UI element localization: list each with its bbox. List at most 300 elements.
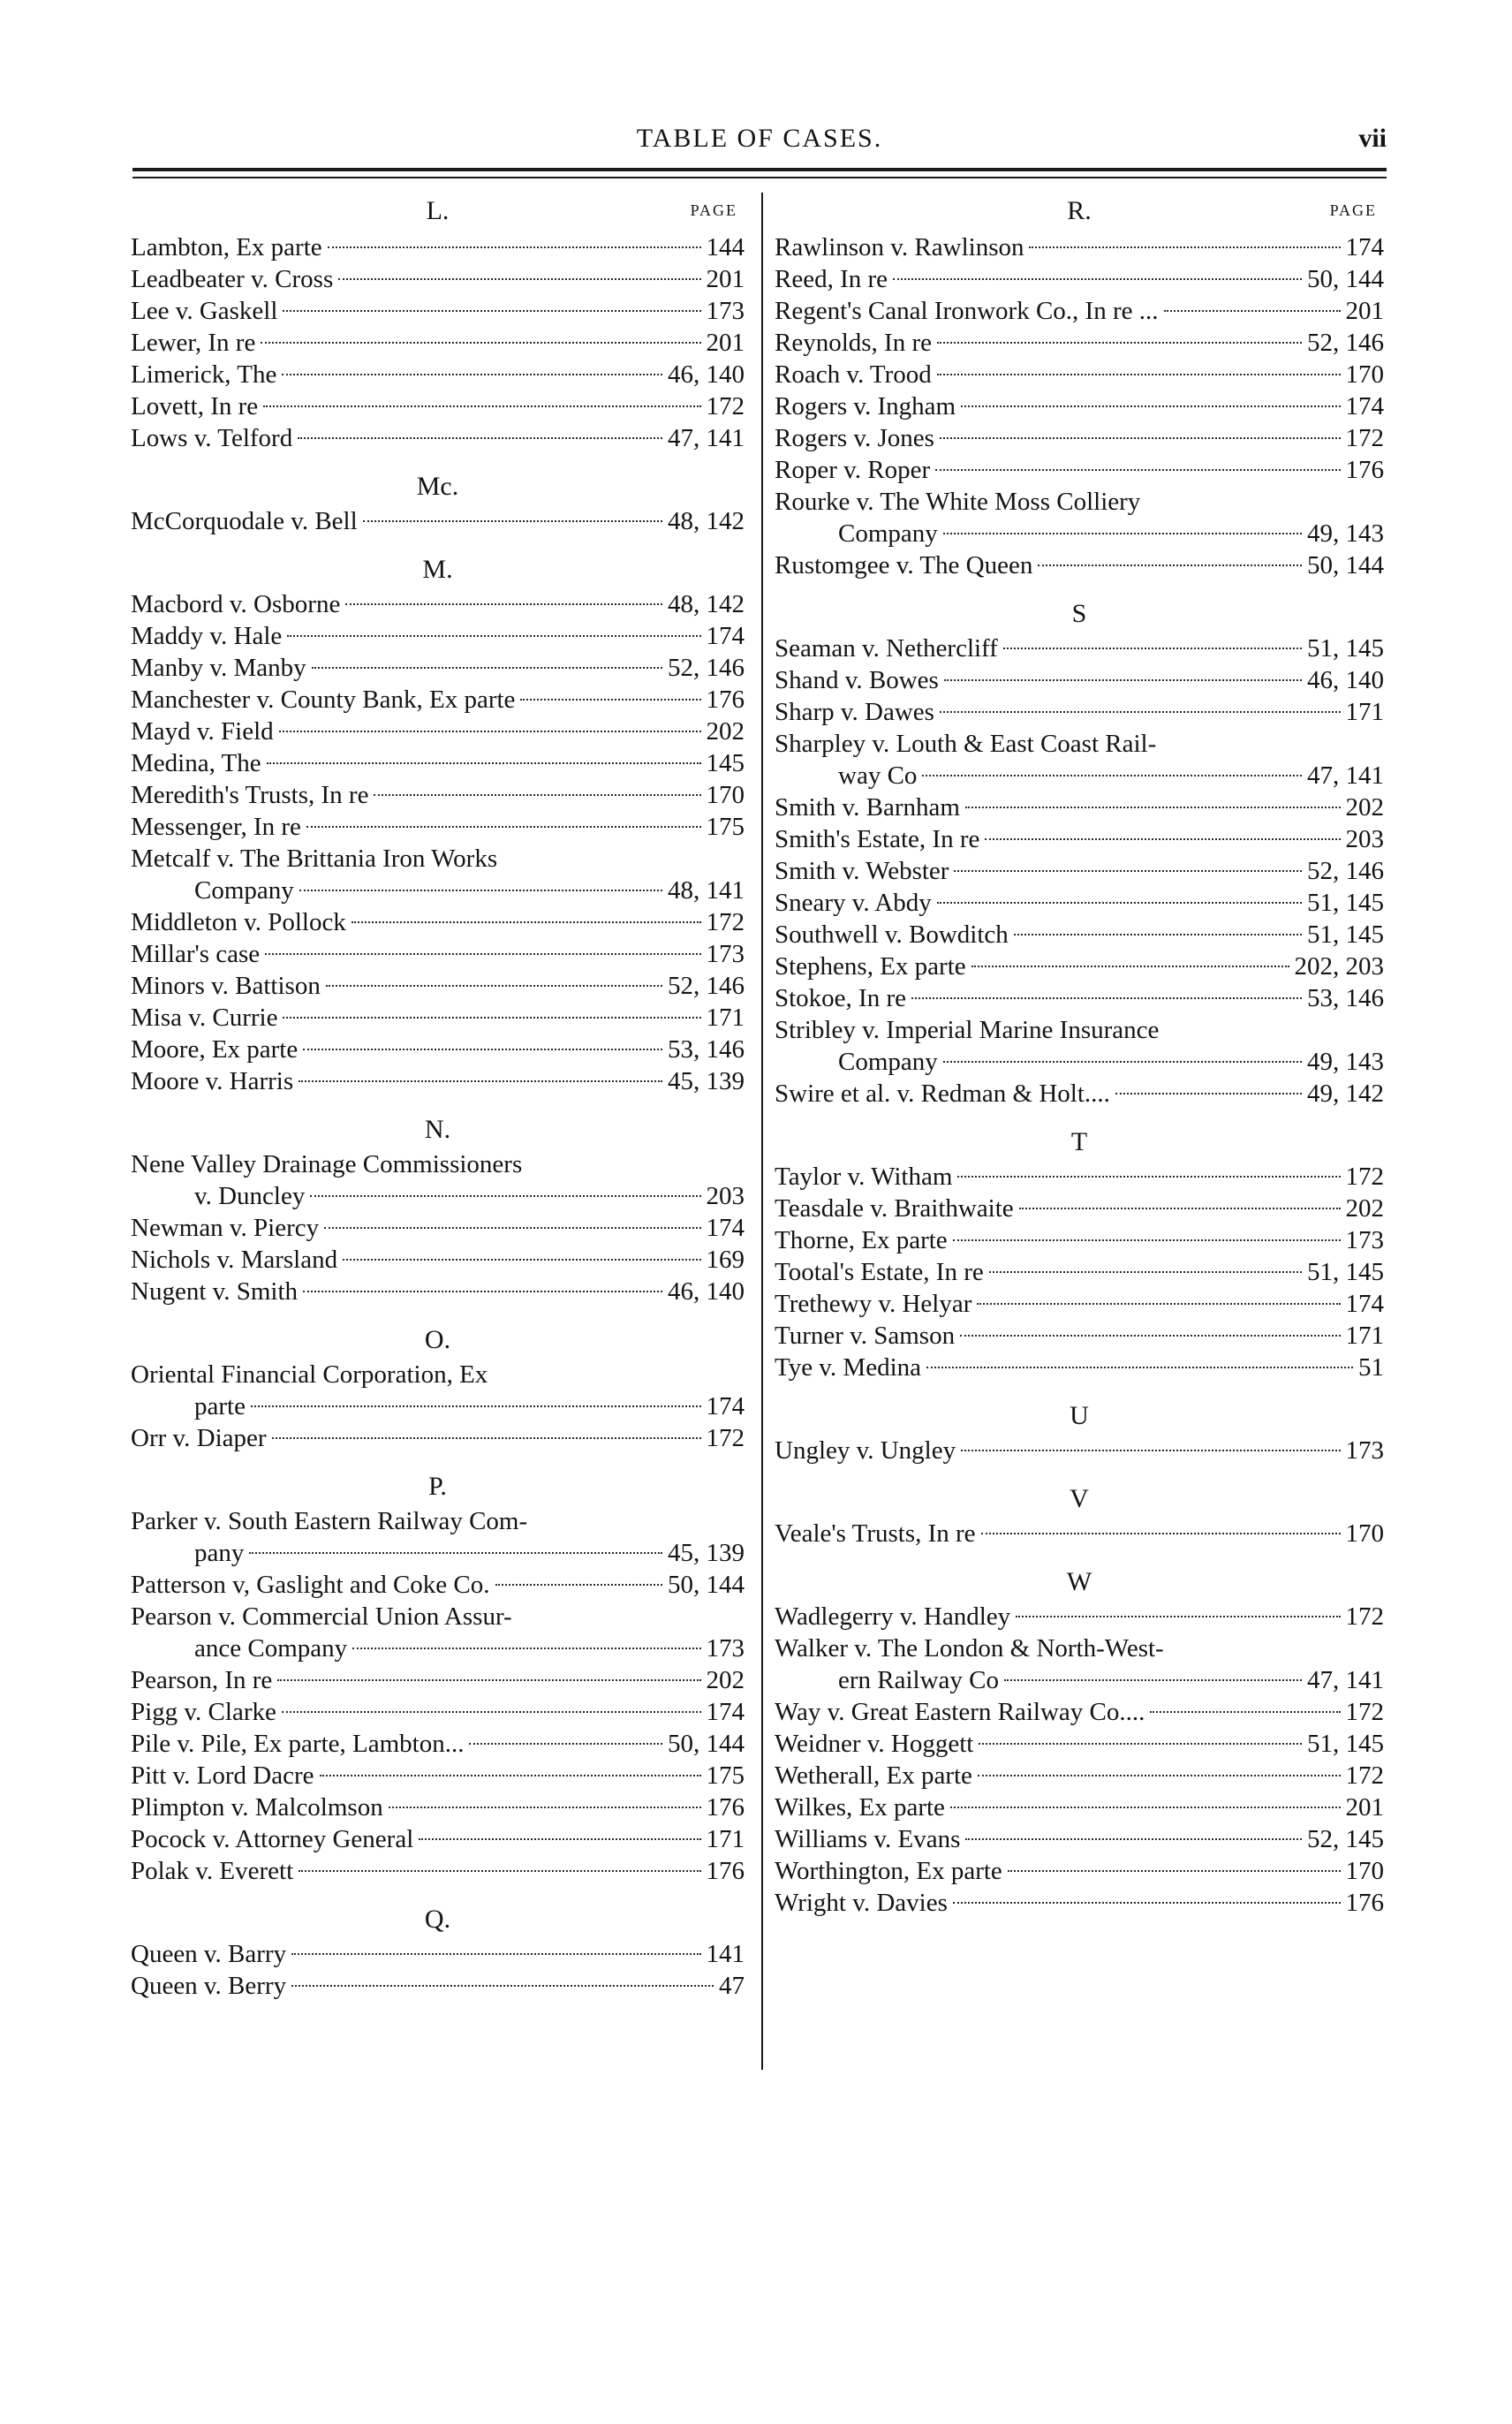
case-entry [131,1276,745,1307]
case-name: Minors v. Battison [131,972,321,1000]
leader-dots [1115,1093,1302,1095]
case-name: Turner v. Samson [775,1322,956,1350]
case-entry [131,263,745,295]
case-pages: 49, 143 [1307,1048,1384,1076]
leader-dots [352,921,701,923]
case-pages: 51, 145 [1307,889,1384,917]
case-entry [131,716,745,747]
leader-dots [263,405,700,407]
case-pages: 174 [1345,392,1384,420]
page-number: vii [1358,124,1387,153]
case-entry-continuation [775,1046,1384,1078]
case-name: Pocock v. Attorney General [131,1825,414,1853]
section-gap [131,537,745,549]
section-letter: R. [1067,196,1092,225]
case-pages: 172 [706,392,745,420]
case-pages: 172 [1345,1698,1384,1726]
section-letter: W [1066,1567,1092,1596]
leader-dots [272,1437,701,1439]
case-entry [775,1855,1384,1887]
case-name: Meredith's Trusts, In re [131,781,369,809]
leader-dots [961,405,1340,407]
case-entry [131,938,745,970]
case-name: Queen v. Barry [131,1940,287,1968]
page-column-label: PAGE [690,201,737,219]
leader-dots [954,870,1302,872]
case-pages: 52, 146 [1307,857,1384,885]
case-entry [131,1696,745,1728]
case-name: Williams v. Evans [775,1825,961,1853]
section-gap [131,1887,745,1899]
case-name: Reed, In re [775,265,888,293]
case-pages: 144 [706,233,745,261]
case-pages: 175 [706,1761,745,1790]
leader-dots [965,807,1341,808]
case-entry [131,1855,745,1887]
case-entry [775,1078,1384,1110]
case-entry [775,855,1384,887]
page-column-label: PAGE [1329,201,1377,219]
case-name: Lewer, In re [131,329,256,357]
case-name: Sharpley v. Louth & East Coast Rail- [775,730,1157,758]
case-entry [775,1823,1384,1855]
case-pages: 174 [706,1698,745,1726]
case-entry [775,919,1384,951]
case-name: Sharp v. Dawes [775,698,934,726]
case-entry [775,1791,1384,1823]
leader-dots [1164,310,1341,312]
case-entry [775,263,1384,295]
leader-dots [363,520,662,522]
case-name: Shand v. Bowes [775,666,939,694]
case-name-continuation: Company [838,1048,938,1076]
case-name: Messenger, In re [131,813,301,841]
case-name: Wadlegerry v. Handley [775,1602,1011,1631]
case-pages: 172 [1345,1163,1384,1191]
case-name: Seaman v. Nethercliff [775,634,998,663]
leader-dots [251,1405,701,1407]
section-header [775,196,1384,231]
case-name: Pile v. Pile, Ex parte, Lambton... [131,1730,465,1758]
case-entry [131,1728,745,1760]
case-pages: 141 [706,1940,745,1968]
leader-dots [306,826,701,828]
case-name: Rawlinson v. Rawlinson [775,233,1024,261]
leader-dots [935,469,1340,471]
leader-dots [971,966,1289,967]
case-pages: 46, 140 [668,360,745,389]
leader-dots [419,1838,700,1840]
leader-dots [950,1807,1341,1808]
leader-dots [374,794,700,796]
case-name: Lows v. Telford [131,424,293,452]
case-entry-continuation [131,1632,745,1664]
case-entry [775,1760,1384,1791]
case-entry [131,588,745,620]
case-pages: 176 [706,1857,745,1885]
leader-dots [985,838,1340,840]
case-entry [131,390,745,422]
leader-dots [291,1985,714,1987]
leader-dots [328,246,701,248]
case-pages: 51, 145 [1307,1730,1384,1758]
header-rule-thick [132,168,1387,171]
case-entry [131,1065,745,1097]
leader-dots [1016,1616,1340,1617]
case-pages: 172 [706,908,745,936]
leader-dots [1150,1711,1340,1713]
case-name: Moore, Ex parte [131,1035,299,1064]
case-entry-continuation [131,1180,745,1212]
section-letter: Q. [424,1905,451,1934]
leader-dots [283,1017,700,1019]
leader-dots [978,1775,1341,1776]
leader-dots [267,762,701,764]
case-pages: 48, 141 [668,876,745,905]
case-entry [775,664,1384,696]
case-name: Tootal's Estate, In re [775,1258,984,1286]
section-gap [131,1307,745,1320]
case-entry-continuation [131,875,745,906]
case-entry-continuation [775,760,1384,792]
case-pages: 52, 146 [668,654,745,682]
case-name: Wright v. Davies [775,1889,948,1917]
case-entry-line [775,728,1384,760]
leader-dots [320,1775,701,1776]
case-entry [131,1664,745,1696]
case-entry [131,1212,745,1244]
case-name: Sneary v. Abdy [775,889,932,917]
case-name: Moore v. Harris [131,1067,294,1095]
column-divider [761,193,763,2070]
case-name-continuation: ern Railway Co [838,1666,1000,1694]
case-pages: 176 [706,1793,745,1822]
leader-dots [495,1584,663,1586]
case-name: Ungley v. Ungley [775,1436,956,1465]
leader-dots [960,1335,1340,1337]
case-name: Worthington, Ex parte [775,1857,1002,1885]
case-name-continuation: Company [194,876,294,905]
case-name: Stribley v. Imperial Marine Insurance [775,1016,1160,1044]
case-entry-line [775,1632,1384,1664]
case-name: Rourke v. The White Moss Colliery [775,488,1141,516]
case-entry [131,779,745,811]
case-name: Veale's Trusts, In re [775,1519,976,1548]
case-name: Lovett, In re [131,392,259,420]
case-name-continuation: v. Duncley [194,1182,306,1210]
case-pages: 202 [1345,793,1384,822]
case-name: Oriental Financial Corporation, Ex [131,1360,488,1389]
case-name: Polak v. Everett [131,1857,294,1885]
section-gap [131,1454,745,1466]
case-entry [775,1193,1384,1224]
leader-dots [1038,564,1302,566]
case-pages: 47 [719,1972,745,2000]
case-pages: 173 [706,1634,745,1663]
case-name-continuation: ance Company [194,1634,348,1663]
case-entry [131,295,745,327]
leader-dots [299,1870,700,1872]
case-name: Newman v. Piercy [131,1214,320,1242]
leader-dots [303,1291,662,1292]
leader-dots [277,1679,700,1681]
case-entry [775,696,1384,728]
case-pages: 169 [706,1246,745,1274]
case-name: Queen v. Berry [131,1972,287,2000]
leader-dots [937,374,1341,375]
case-name: Maddy v. Hale [131,622,283,650]
leader-dots [283,310,700,312]
case-entry-line [775,1014,1384,1046]
section-letter: P. [428,1472,447,1501]
case-pages: 47, 141 [1307,761,1384,790]
leader-dots [299,1080,662,1082]
leader-dots [953,1239,1341,1241]
case-entry-continuation [775,518,1384,549]
case-name: Southwell v. Bowditch [775,920,1009,949]
case-name: Walker v. The London & North-West- [775,1634,1164,1663]
case-pages: 48, 142 [668,507,745,535]
case-entry-continuation [131,1537,745,1569]
case-name: Plimpton v. Malcolmson [131,1793,383,1822]
case-name: Taylor v. Witham [775,1163,953,1191]
case-name: Manby v. Manby [131,654,306,682]
section-letter: T [1070,1127,1088,1156]
leader-dots [937,902,1302,904]
case-entry [775,327,1384,359]
leader-dots [299,890,662,891]
section-letter: U [1070,1401,1089,1430]
section-letter: M. [422,555,453,584]
case-entry-continuation [775,1664,1384,1696]
leader-dots [326,985,662,987]
leader-dots [979,1743,1302,1745]
case-entry [131,1569,745,1601]
case-pages: 175 [706,813,745,841]
case-pages: 202 [706,717,745,746]
case-entry [775,1288,1384,1320]
leader-dots [965,1838,1302,1840]
leader-dots [303,1049,662,1050]
section-gap [775,1110,1384,1122]
case-pages: 173 [1345,1226,1384,1254]
leader-dots [944,679,1302,681]
section-gap [775,1383,1384,1396]
case-name: Millar's case [131,940,261,968]
leader-dots [282,1711,701,1713]
case-pages: 50, 144 [1307,265,1384,293]
case-entry [775,1161,1384,1193]
case-entry [131,1244,745,1276]
leader-dots [265,953,700,955]
case-entry [131,422,745,454]
case-pages: 171 [706,1004,745,1032]
case-name: Trethewy v. Helyar [775,1290,972,1318]
case-pages: 172 [1345,424,1384,452]
case-name-continuation: way Co [838,761,918,790]
case-entry [131,811,745,843]
case-name: Stephens, Ex parte [775,952,966,981]
case-pages: 202, 203 [1294,952,1384,981]
case-name: Reynolds, In re [775,329,932,357]
case-entry [775,231,1384,263]
section-letter: S [1071,599,1087,628]
case-pages: 48, 142 [668,590,745,618]
leader-dots [389,1807,701,1808]
case-entry [775,1601,1384,1632]
case-name: Teasdale v. Braithwaite [775,1194,1014,1223]
case-entry [775,390,1384,422]
case-pages: 53, 146 [668,1035,745,1064]
case-name: Patterson v, Gaslight and Coke Co. [131,1571,490,1599]
case-pages: 51, 145 [1307,920,1384,949]
leader-dots [943,533,1302,534]
leader-dots [279,731,701,732]
case-entry [131,684,745,716]
case-entry [775,792,1384,823]
case-name: Wilkes, Ex parte [775,1793,945,1822]
case-entry-line [131,843,745,875]
case-entry [775,823,1384,855]
case-pages: 50, 144 [668,1730,745,1758]
case-entry [775,1320,1384,1352]
case-entry [775,549,1384,581]
case-name: Metcalf v. The Brittania Iron Works [131,845,498,873]
leader-dots [989,1271,1302,1273]
case-name: Smith's Estate, In re [775,825,980,853]
case-pages: 51, 145 [1307,1258,1384,1286]
case-pages: 45, 139 [668,1539,745,1567]
leader-dots [287,635,700,637]
case-entry [131,1422,745,1454]
leader-dots [953,1902,1341,1904]
leader-dots [249,1552,662,1554]
left-column [131,196,745,2002]
case-pages: 176 [706,686,745,714]
case-pages: 174 [706,1392,745,1420]
case-pages: 170 [706,781,745,809]
leader-dots [352,1648,700,1649]
case-entry [775,1518,1384,1549]
case-entry [131,906,745,938]
case-name: Pearson v. Commercial Union Assur- [131,1602,512,1631]
case-pages: 45, 139 [668,1067,745,1095]
section-gap [131,1097,745,1110]
case-pages: 52, 145 [1307,1825,1384,1853]
case-pages: 173 [706,297,745,325]
case-pages: 49, 142 [1307,1079,1384,1108]
case-pages: 170 [1345,1519,1384,1548]
case-pages: 174 [706,622,745,650]
case-entry [131,1791,745,1823]
leader-dots [977,1303,1340,1305]
case-entry [131,1970,745,2002]
case-entry [775,1352,1384,1383]
leader-dots [298,437,662,439]
leader-dots [345,603,662,605]
case-name: Leadbeater v. Cross [131,265,334,293]
case-entry [775,1435,1384,1466]
leader-dots [282,374,662,375]
leader-dots [469,1743,662,1745]
case-name: Orr v. Diaper [131,1424,267,1452]
case-name: Pigg v. Clarke [131,1698,276,1726]
section-letter: Mc. [416,472,459,501]
case-name: Smith v. Webster [775,857,949,885]
case-name: McCorquodale v. Bell [131,507,358,535]
section-gap [775,1466,1384,1479]
leader-dots [1008,1870,1341,1872]
leader-dots [1029,246,1340,248]
case-entry-continuation [131,1390,745,1422]
case-pages: 171 [1345,698,1384,726]
case-entry-line [131,1601,745,1632]
case-pages: 170 [1345,1857,1384,1885]
case-name: Mayd v. Field [131,717,274,746]
leader-dots [926,1367,1353,1368]
leader-dots [1019,1208,1341,1209]
case-name: Roach v. Trood [775,360,932,389]
case-entry [775,1728,1384,1760]
case-name: Regent's Canal Ironwork Co., In re ... [775,297,1159,325]
case-pages: 171 [1345,1322,1384,1350]
case-entry [775,951,1384,982]
case-name-continuation: pany [194,1539,245,1567]
case-name-continuation: parte [194,1392,246,1420]
case-entry-line [131,1359,745,1390]
case-name: Nene Valley Drainage Commissioners [131,1150,523,1178]
leader-dots [922,775,1302,776]
leader-dots [261,342,700,344]
leader-dots [940,437,1341,439]
section-letter: L. [426,196,450,225]
case-name: Medina, The [131,749,261,777]
case-pages: 46, 140 [668,1277,745,1306]
leader-dots [961,1450,1340,1451]
case-pages: 145 [706,749,745,777]
case-pages: 46, 140 [1307,666,1384,694]
leader-dots [937,342,1302,344]
case-entry-line [131,1148,745,1180]
case-pages: 202 [706,1666,745,1694]
case-entry [131,620,745,652]
case-pages: 174 [1345,1290,1384,1318]
case-name: Lee v. Gaskell [131,297,278,325]
case-pages: 52, 146 [668,972,745,1000]
case-name: Nichols v. Marsland [131,1246,338,1274]
case-pages: 203 [1345,825,1384,853]
case-entry [775,1696,1384,1728]
header-rule-thin [132,177,1387,178]
page-title: TABLE OF CASES. [636,124,883,153]
case-name: Middleton v. Pollock [131,908,346,936]
case-name: Parker v. South Eastern Railway Com- [131,1507,528,1535]
case-pages: 201 [1345,1793,1384,1822]
case-name: Roper v. Roper [775,456,931,484]
leader-dots [343,1259,700,1261]
case-entry [131,1823,745,1855]
case-entry [775,454,1384,486]
leader-dots [943,1061,1302,1063]
case-name: Pitt v. Lord Dacre [131,1761,314,1790]
case-pages: 176 [1345,456,1384,484]
leader-dots [310,1195,700,1197]
case-entry [775,422,1384,454]
case-entry [131,359,745,390]
case-entry [775,295,1384,327]
section-gap [775,581,1384,594]
running-head [132,124,1387,159]
